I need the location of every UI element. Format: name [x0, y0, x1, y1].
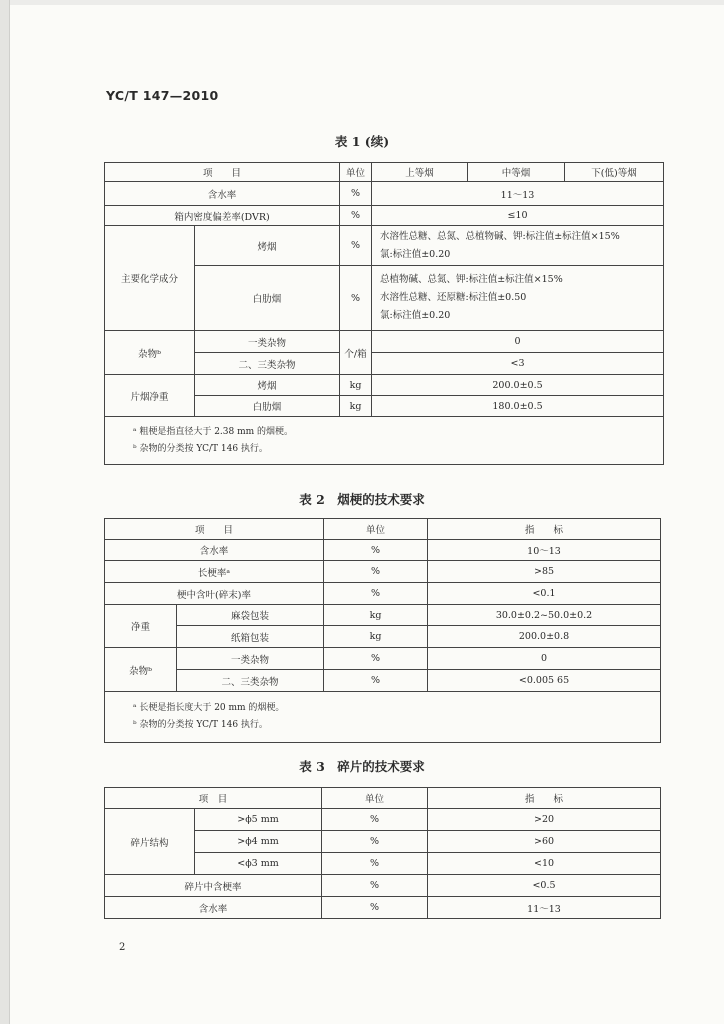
row-unit: %	[324, 648, 428, 670]
table2-header-value: 指 标	[428, 519, 661, 540]
group-label: 碎片结构	[105, 809, 195, 875]
table-notes	[105, 417, 664, 465]
table2	[104, 518, 661, 743]
row-label: 含水率	[105, 182, 340, 206]
table1-header-row	[105, 163, 664, 182]
table1-notes-row	[105, 417, 664, 465]
row-label: >ϕ5 mm	[195, 809, 322, 831]
table3-caption: 表 3 碎片的技术要求	[299, 759, 425, 774]
table1-header-upper: 上等烟	[372, 163, 468, 182]
row-label: <ϕ3 mm	[195, 853, 322, 875]
table1-header-item: 项 目	[105, 163, 340, 182]
table-row	[105, 331, 664, 353]
row-unit: %	[322, 897, 428, 919]
row-unit: %	[324, 583, 428, 605]
row-label: 梗中含叶(碎末)率	[105, 583, 324, 605]
table2-header-row	[105, 519, 661, 540]
row-value: 200.0±0.8	[428, 626, 661, 648]
table3-header-unit: 单位	[322, 788, 428, 809]
table-row	[105, 206, 664, 226]
group-label: 净重	[105, 605, 177, 648]
table3-header-value: 指 标	[428, 788, 661, 809]
table-row	[105, 897, 661, 919]
row-unit: %	[340, 266, 372, 331]
table-row	[105, 670, 661, 692]
row-value: <0.5	[428, 875, 661, 897]
table-row	[105, 626, 661, 648]
row-label: 含水率	[105, 897, 322, 919]
table2-header-unit: 单位	[324, 519, 428, 540]
table3	[104, 787, 661, 919]
table-row	[105, 540, 661, 561]
row-label: 烤烟	[195, 375, 340, 396]
row-label: >ϕ4 mm	[195, 831, 322, 853]
row-value: 0	[372, 331, 664, 353]
page-number: 2	[119, 942, 126, 953]
table1	[104, 162, 664, 465]
row-unit: kg	[324, 626, 428, 648]
row-unit: %	[322, 809, 428, 831]
row-value: <0.1	[428, 583, 661, 605]
row-value: >60	[428, 831, 661, 853]
table-row	[105, 226, 664, 266]
page-top-edge	[0, 0, 724, 5]
row-unit: %	[322, 853, 428, 875]
row-value: 11～13	[372, 182, 664, 206]
row-value: 10～13	[428, 540, 661, 561]
table-row	[105, 561, 661, 583]
table2-caption: 表 2 烟梗的技术要求	[299, 492, 425, 507]
row-label: 烤烟	[195, 226, 340, 266]
row-unit: %	[322, 875, 428, 897]
row-unit: %	[340, 182, 372, 206]
table-row	[105, 875, 661, 897]
row-label: 碎片中含梗率	[105, 875, 322, 897]
row-value: 180.0±0.5	[372, 396, 664, 417]
document-id: YC/T 147—2010	[106, 88, 219, 103]
row-unit: 个/箱	[340, 331, 372, 375]
table1-header-lower: 下(低)等烟	[565, 163, 664, 182]
table2-header-item: 项 目	[105, 519, 324, 540]
table3-header-item: 项 目	[105, 788, 322, 809]
table-row	[105, 809, 661, 831]
table1-caption: 表 1 (续)	[334, 134, 390, 149]
row-unit: kg	[340, 396, 372, 417]
row-value: 总植物碱、总氮、钾:标注值±标注值×15% 水溶性总糖、还原糖:标注值±0.50 氯:标注值±0.20	[372, 266, 664, 331]
row-unit: %	[340, 206, 372, 226]
row-value: >20	[428, 809, 661, 831]
row-label: 一类杂物	[177, 648, 324, 670]
row-unit: %	[324, 540, 428, 561]
row-value: 11～13	[428, 897, 661, 919]
row-label: 箱内密度偏差率(DVR)	[105, 206, 340, 226]
row-value: <10	[428, 853, 661, 875]
row-label: 纸箱包装	[177, 626, 324, 648]
group-label: 主要化学成分	[105, 226, 195, 331]
row-label: 长梗率ᵃ	[105, 561, 324, 583]
row-value: ≤10	[372, 206, 664, 226]
table-row	[105, 583, 661, 605]
row-label: 二、三类杂物	[195, 353, 340, 375]
table-row	[105, 605, 661, 626]
table-row	[105, 182, 664, 206]
note: ᵇ 杂物的分类按 YC/T 146 执行。	[133, 720, 268, 730]
row-unit: %	[324, 561, 428, 583]
row-value: 30.0±0.2~50.0±0.2	[428, 605, 661, 626]
row-label: 二、三类杂物	[177, 670, 324, 692]
note: ᵇ 杂物的分类按 YC/T 146 执行。	[133, 443, 268, 454]
page-binding-edge	[0, 0, 10, 1024]
row-unit: %	[340, 226, 372, 266]
table-row	[105, 375, 664, 396]
row-value: >85	[428, 561, 661, 583]
note: ᵃ 长梗是指长度大于 20 mm 的烟梗。	[133, 703, 285, 713]
group-label: 片烟净重	[105, 375, 195, 417]
group-label: 杂物ᵇ	[105, 648, 177, 692]
row-label: 白肋烟	[195, 396, 340, 417]
row-value: <0.005 65	[428, 670, 661, 692]
row-label: 含水率	[105, 540, 324, 561]
row-value: 200.0±0.5	[372, 375, 664, 396]
row-value: <3	[372, 353, 664, 375]
row-label: 一类杂物	[195, 331, 340, 353]
table-row	[105, 648, 661, 670]
row-unit: %	[322, 831, 428, 853]
row-unit: %	[324, 670, 428, 692]
note: ᵃ 粗梗是指直径大于 2.38 mm 的烟梗。	[133, 426, 294, 437]
table-notes	[105, 692, 661, 743]
row-value: 水溶性总糖、总氮、总植物碱、钾:标注值±标注值×15% 氯:标注值±0.20	[372, 226, 664, 266]
table1-header-unit: 单位	[340, 163, 372, 182]
table1-header-middle: 中等烟	[468, 163, 565, 182]
row-unit: kg	[324, 605, 428, 626]
group-label: 杂物ᵇ	[105, 331, 195, 375]
row-value: 0	[428, 648, 661, 670]
row-unit: kg	[340, 375, 372, 396]
row-label: 麻袋包装	[177, 605, 324, 626]
table2-notes-row	[105, 692, 661, 743]
row-label: 白肋烟	[195, 266, 340, 331]
table3-header-row	[105, 788, 661, 809]
